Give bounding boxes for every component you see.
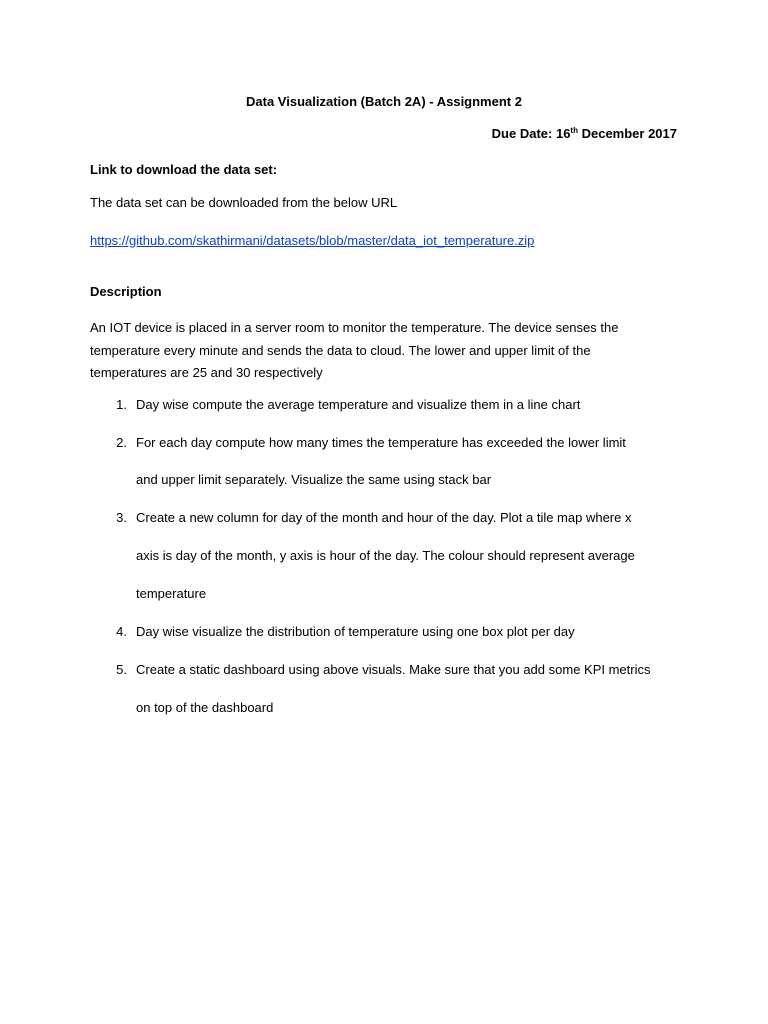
task-line: Day wise compute the average temperature and visualize them in a line chart: [136, 397, 581, 412]
task-line: on top of the dashboard: [136, 700, 274, 715]
task-number: 1.: [116, 397, 127, 412]
task-line: Create a new column for day of the month and hour of the day. Plot a tile map where x: [136, 510, 632, 525]
description-line: temperatures are 25 and 30 respectively: [90, 365, 323, 380]
task-line: Day wise visualize the distribution of temperature using one box plot per day: [136, 624, 575, 639]
task-number: 5.: [116, 662, 127, 677]
document-title: Data Visualization (Batch 2A) - Assignment 2: [246, 94, 522, 109]
task-line: For each day compute how many times the temperature has exceeded the lower limit: [136, 435, 626, 450]
due-date: [492, 125, 677, 143]
due-date-suffix: December 2017: [577, 126, 677, 141]
download-text: The data set can be downloaded from the below URL: [90, 195, 398, 210]
task-number: 3.: [116, 510, 127, 525]
description-paragraph: [90, 317, 670, 385]
due-date-prefix: Due Date: 16: [491, 126, 571, 141]
description-line: temperature every minute and sends the data to cloud. The lower and upper limit of the: [90, 342, 591, 358]
dataset-url-link[interactable]: https://github.com/skathirmani/datasets/blob/master/data_iot_temperature.zip: [90, 233, 535, 248]
description-heading: Description: [90, 284, 162, 299]
task-line: and upper limit separately. Visualize the same using stack bar: [136, 472, 492, 487]
link-heading: Link to download the data set:: [90, 162, 278, 177]
task-line: temperature: [136, 586, 207, 601]
due-date-superscript: th: [570, 126, 578, 135]
description-line: An IOT device is placed in a server room to monitor the temperature. The device senses the: [90, 320, 619, 335]
task-line: axis is day of the month, y axis is hour of the day. The colour should represent average: [136, 548, 635, 563]
task-number: 2.: [116, 435, 127, 450]
task-number: 4.: [116, 624, 127, 639]
task-line: Create a static dashboard using above visuals. Make sure that you add some KPI metrics: [136, 662, 651, 677]
